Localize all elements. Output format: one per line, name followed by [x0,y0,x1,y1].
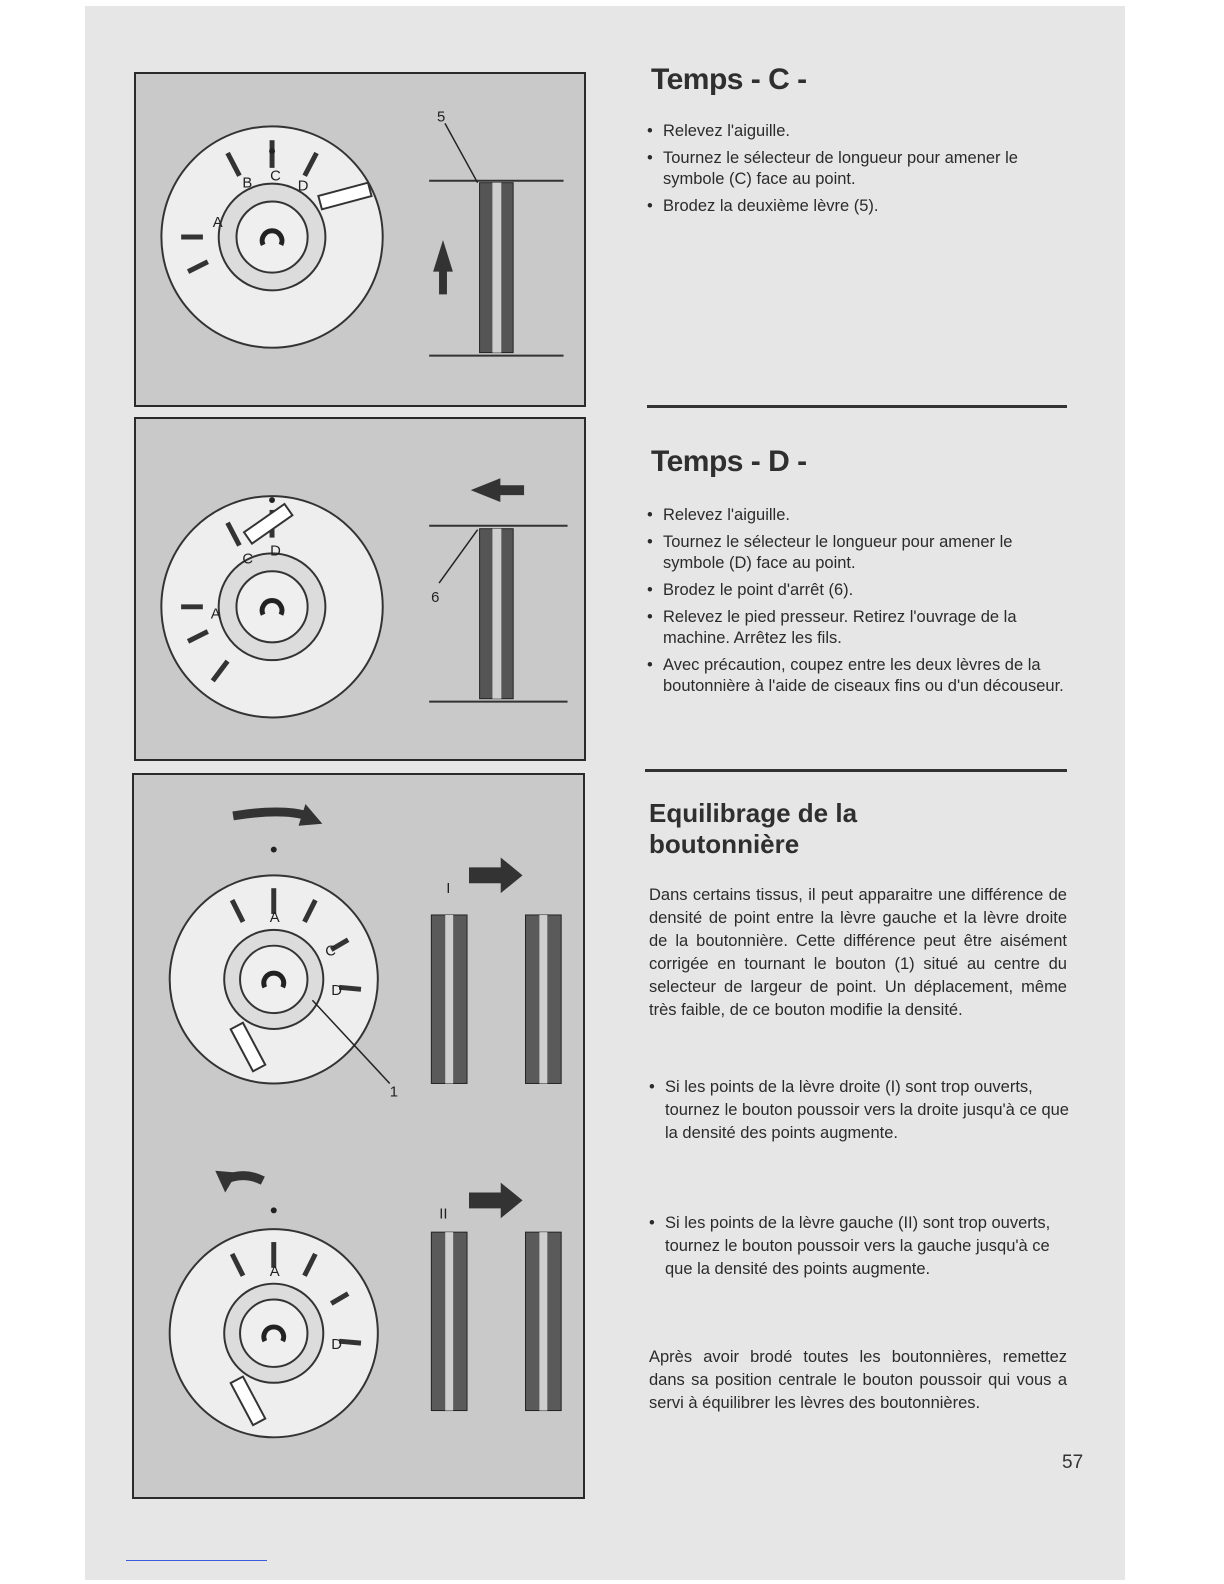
svg-text:C: C [242,551,254,568]
dial-letter-a: A [212,215,223,232]
list-item: • Si les points de la lèvre gauche (II) sont trop ouverts, tournez le bouton poussoir vers la gauche jusqu'à ce que la densité des points augmente. [649,1212,1069,1281]
stitch-selector-dial [170,875,378,1083]
list-item: • Brodez le point d'arrêt (6). [647,580,1072,601]
list-item: • Tournez le sélecteur de longueur pour amener le symbole (C) face au point. [647,148,1077,190]
fig2-label: 6 [431,589,440,606]
svg-text:D: D [331,1337,342,1354]
divider [647,405,1067,408]
list-item: • Si les points de la lèvre droite (I) sont trop ouverts, tournez le bouton poussoir vers la droite jusqu'à ce que la densité des points augmente. [649,1076,1069,1145]
svg-text:A: A [269,1263,280,1280]
section-eq-title: Equilibrage de la boutonnière [649,798,858,859]
fig3-label-i: I [446,881,451,898]
page-number: 57 [1062,1452,1084,1473]
fig4-label-ii: II [439,1206,448,1223]
section-eq-intro: Dans certains tissus, il peut apparaitre une différence de densité de point entre la lèvre gauche et la lèvre droite de la boutonnière. Cette différence peut être aisément corrigée en tournant le bouton (1) situé au centre du selecteur de largeur de point. Un déplacement, même très faible, de ce bouton modifie la densité. [649,886,1067,1019]
section-d-list [647,505,1072,703]
figure-temps-d [134,417,586,761]
footer-link-line [126,1560,267,1561]
svg-text:D: D [331,983,342,1000]
svg-text:D: D [270,543,281,560]
stitch-selector-dial [161,126,382,347]
svg-text:C: C [325,943,337,960]
section-eq-list-1 [649,1076,1069,1151]
list-item: • Brodez la deuxième lèvre (5). [647,196,1077,217]
dial-letter-c: C [270,168,281,185]
section-eq-list-2 [649,1212,1069,1287]
fig3-label-1: 1 [389,1084,398,1101]
divider [645,769,1067,772]
dial-letter-b: B [242,175,253,192]
fig1-label: 5 [437,109,446,126]
section-c-title: Temps - C - [651,63,807,96]
stitch-selector-dial [170,1229,378,1437]
svg-text:A: A [269,909,280,926]
section-eq-outro: Après avoir brodé toutes les boutonnières, remettez dans sa position centrale le bouton poussoir qui vous a servi à équilibrer les lèvres des boutonnières. [649,1348,1067,1412]
list-item: • Relevez l'aiguille. [647,121,1077,142]
list-item: • Avec précaution, coupez entre les deux lèvres de la boutonnière à l'aide de ciseaux fins ou d'un découseur. [647,655,1072,697]
figure-temps-c [134,72,586,407]
list-item: • Tournez le sélecteur le longueur pour amener le symbole (D) face au point. [647,532,1072,574]
section-d-title: Temps - D - [651,445,807,478]
list-item: • Relevez le pied presseur. Retirez l'ouvrage de la machine. Arrêtez les fils. [647,607,1072,649]
stitch-selector-dial [161,496,382,717]
svg-text:A: A [210,606,221,623]
figure-equilibrage [132,773,585,1499]
dial-letter-d: D [297,178,309,195]
section-c-list [647,121,1077,223]
list-item: • Relevez l'aiguille. [647,505,1072,526]
